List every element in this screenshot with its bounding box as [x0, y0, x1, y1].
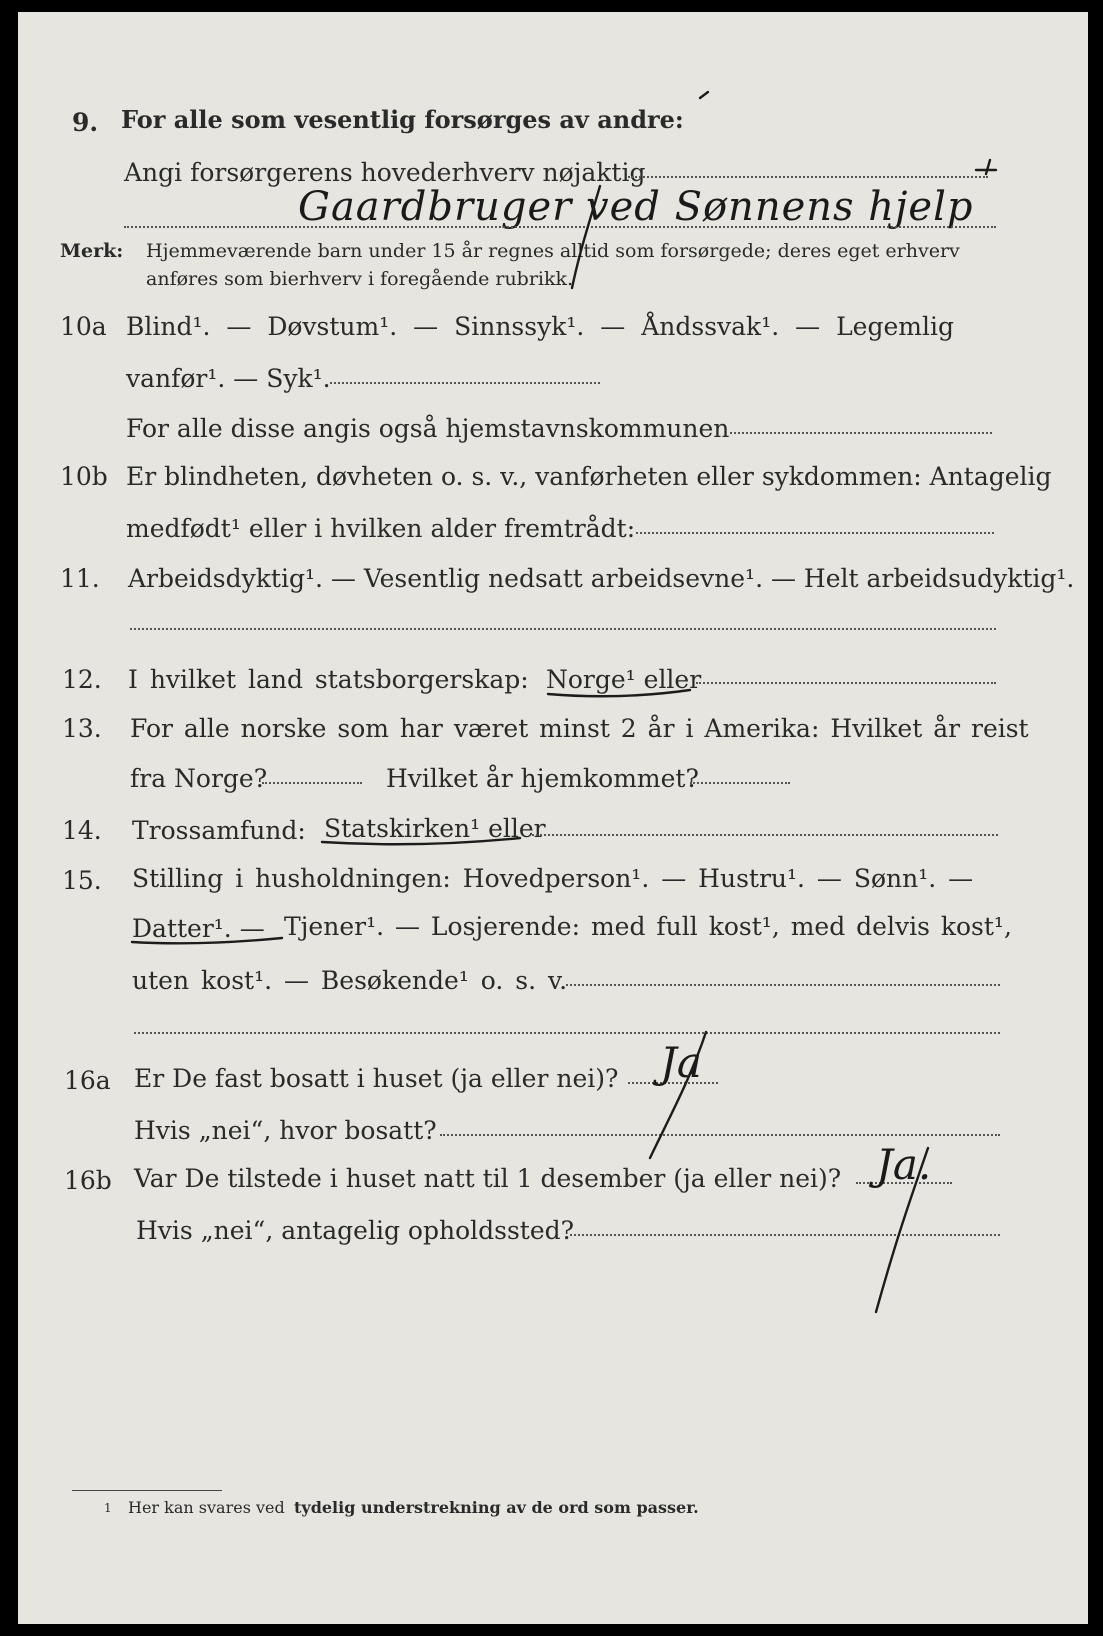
- q16a-number: 16a: [64, 1066, 111, 1095]
- q15-line-3: uten kost¹. — Besøkende¹ o. s. v.: [132, 966, 568, 995]
- q10a-line-3: For alle disse angis også hjemstavnskommunen: [126, 414, 730, 443]
- q16a-line-1: Er De fast bosatt i huset (ja eller nei)?: [134, 1064, 619, 1093]
- q9-line: Angi forsørgerens hovederhverv nøjaktig: [124, 158, 646, 187]
- q10a-fill-line-1: [330, 382, 600, 384]
- q10a-fill-line-2: [730, 432, 992, 434]
- q10a-number: 10a: [60, 312, 107, 341]
- q15-fill-line-1: [566, 984, 1000, 986]
- q12-option-norge: Norge¹ eller: [546, 665, 702, 694]
- q16a-fill-line-2: [440, 1134, 1000, 1136]
- q11-number: 11.: [60, 564, 100, 593]
- merk-label: Merk:: [60, 240, 124, 262]
- footnote-mark: 1: [104, 1501, 112, 1515]
- q9-title: For alle som vesentlig forsørges av andre:: [121, 105, 684, 134]
- q10b-fill-line: [636, 532, 994, 534]
- q14-line-1: Trossamfund:: [132, 816, 306, 845]
- q16b-line-1: Var De tilstede i huset natt til 1 desember (ja eller nei)?: [134, 1164, 842, 1193]
- q16b-handwritten-answer: Ja.: [876, 1140, 932, 1189]
- footnote-text-a: Her kan svares ved: [128, 1498, 285, 1517]
- q12-number: 12.: [62, 665, 102, 694]
- q12-fill-line: [696, 682, 996, 684]
- q14-fill-line: [532, 834, 998, 836]
- q10a-line-1: Blind¹. — Døvstum¹. — Sinnssyk¹. — Åndssvak¹. — Legemlig: [126, 312, 954, 341]
- q15-line-2b: Tjener¹. — Losjerende: med full kost¹, med delvis kost¹,: [284, 912, 1012, 941]
- q14-option-statskirken: Statskirken¹ eller: [324, 814, 546, 843]
- q11-line-1: Arbeidsdyktig¹. — Vesentlig nedsatt arbeidsevne¹. — Helt arbeidsudyktig¹.: [128, 564, 1075, 593]
- q16a-line-2: Hvis „nei“, hvor bosatt?: [134, 1116, 437, 1145]
- q15-line-2a: Datter¹. —: [132, 914, 265, 943]
- q13-line-1: For alle norske som har været minst 2 år i Amerika: Hvilket år reist: [130, 714, 1029, 743]
- q10b-line-1: Er blindheten, døvheten o. s. v., vanførheten eller sykdommen: Antagelig: [126, 462, 1052, 491]
- q13-fill-line-2: [690, 782, 790, 784]
- q16b-fill-line-2: [570, 1234, 1000, 1236]
- q10b-line-2: medfødt¹ eller i hvilken alder fremtrådt:: [126, 514, 636, 543]
- q16b-line-2: Hvis „nei“, antagelig opholdssted?: [136, 1216, 575, 1245]
- q16a-handwritten-answer: Ja: [660, 1038, 702, 1087]
- merk-line-2: anføres som bierhverv i foregående rubrikk.: [146, 268, 574, 290]
- q16b-number: 16b: [64, 1166, 112, 1195]
- q9-handwritten-answer: Gaardbruger ved Sønnens hjelp: [298, 184, 974, 230]
- q14-number: 14.: [62, 816, 102, 845]
- q13-line-2b: Hvilket år hjemkommet?: [386, 764, 699, 793]
- q11-fill-line: [130, 628, 996, 630]
- q9-fill-line-1: [628, 176, 988, 178]
- q13-line-2a: fra Norge?: [130, 764, 268, 793]
- q10a-line-2: vanfør¹. — Syk¹.: [126, 364, 331, 393]
- q15-fill-line-2: [134, 1032, 1000, 1034]
- q15-number: 15.: [62, 866, 102, 895]
- footnote-text-b: tydelig understrekning av de ord som passer.: [294, 1498, 699, 1517]
- q15-line-1: Stilling i husholdningen: Hovedperson¹. — Hustru¹. — Sønn¹. —: [132, 864, 974, 893]
- q13-fill-line-1: [262, 782, 362, 784]
- footnote-rule: [72, 1490, 222, 1491]
- q12-line-1: I hvilket land statsborgerskap:: [128, 665, 529, 694]
- q13-number: 13.: [62, 714, 102, 743]
- q10b-number: 10b: [60, 462, 108, 491]
- q9-number: 9.: [72, 108, 99, 137]
- q9-fill-line-2: [124, 226, 996, 228]
- merk-line-1: Hjemmeværende barn under 15 år regnes alltid som forsørgede; deres eget erhverv: [146, 240, 960, 262]
